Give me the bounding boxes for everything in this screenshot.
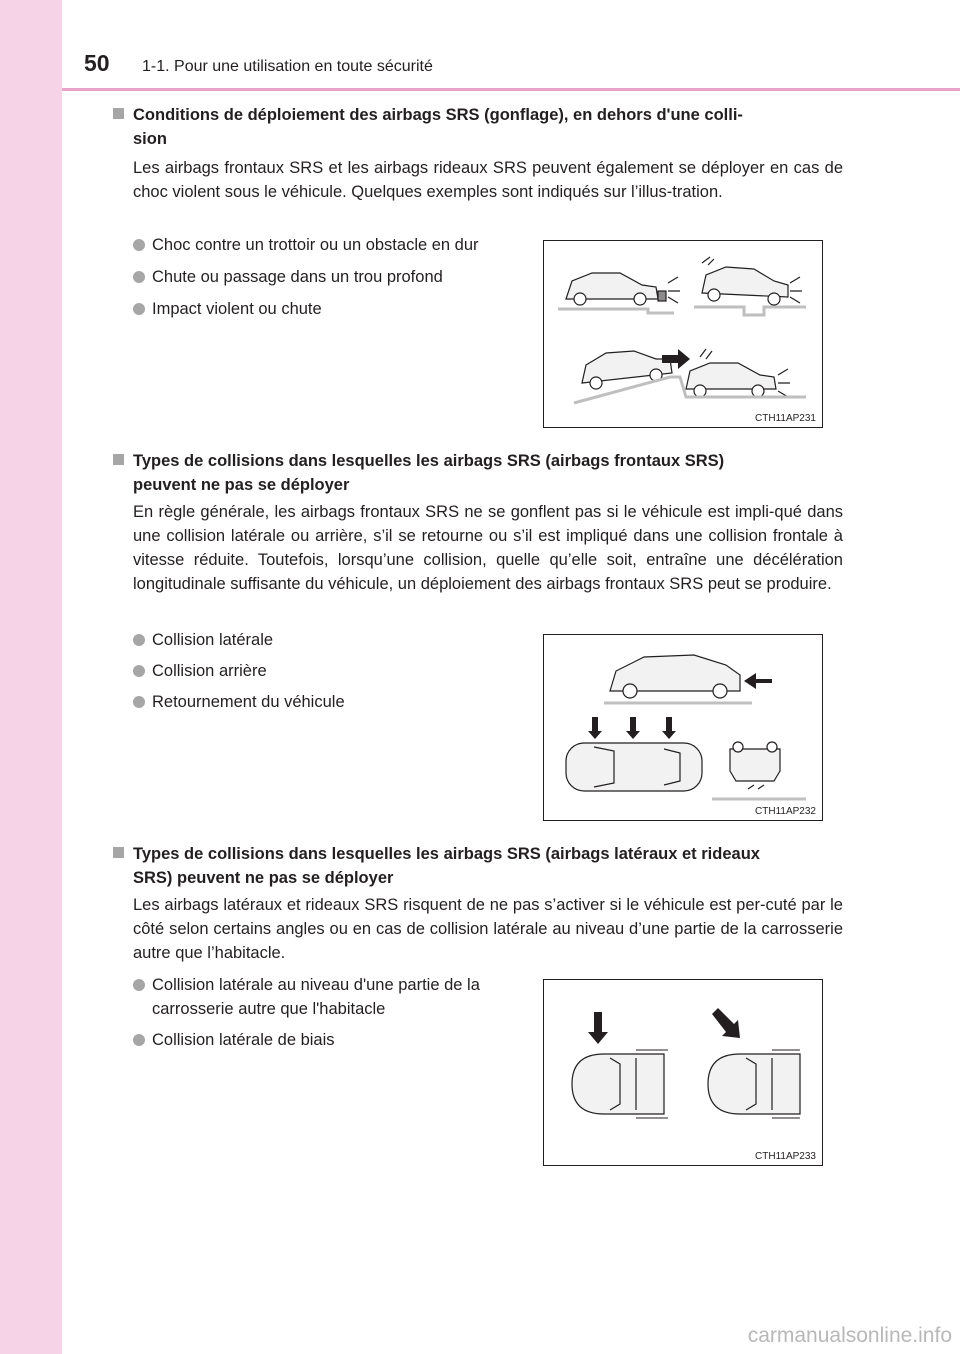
list-item: Choc contre un trottoir ou un obstacle en dur — [133, 233, 523, 257]
underbody-impact-illustration — [544, 241, 822, 427]
bullet-dot-icon — [133, 696, 145, 708]
section-paragraph-side-airbags: Les airbags latéraux et rideaux SRS risquent de ne pas s’activer si le véhicule est per-cuté par le côté selon certains angles ou en cas de collision latérale au niveau d’une partie de la carrosserie autre que l’habitacle. — [133, 896, 843, 962]
figure-side-collisions — [543, 979, 823, 1166]
watermark: carmanualsonline.info — [747, 1324, 952, 1347]
figure-underbody-impact — [543, 240, 823, 428]
chapter-title: 1-1. Pour une utilisation en toute sécurité — [142, 58, 433, 75]
list-item: Collision latérale de biais — [133, 1028, 523, 1052]
bullet-dot-icon — [133, 1034, 145, 1046]
bullet-dot-icon — [133, 634, 145, 646]
list-item: Collision latérale — [133, 628, 523, 652]
bullet-dot-icon — [133, 665, 145, 677]
figure-code: CTH11AP232 — [755, 806, 816, 817]
header-divider — [62, 88, 960, 91]
bullet-dot-icon — [133, 271, 145, 283]
bullet-dot-icon — [133, 303, 145, 315]
bullet-dot-icon — [133, 979, 145, 991]
figure-code: CTH11AP231 — [755, 413, 816, 424]
list-item: Collision arrière — [133, 659, 523, 683]
non-frontal-collisions-illustration — [544, 635, 822, 820]
side-collisions-illustration — [544, 980, 822, 1165]
section-paragraph-deployment: Les airbags frontaux SRS et les airbags rideaux SRS peuvent également se déployer en cas de choc violent sous le véhicule. Quelques exemples sont indiqués sur l’illus-tration. — [133, 159, 843, 201]
section-heading-side-airbags: Types de collisions dans lesquelles les airbags SRS (airbags latéraux et rideaux SRS) peuvent ne pas se déployer — [113, 842, 848, 890]
list-item: Retournement du véhicule — [133, 690, 523, 714]
square-bullet-icon — [113, 454, 124, 465]
page-number: 50 — [84, 50, 110, 76]
side-margin-band — [0, 0, 62, 1354]
section-heading-deployment: Conditions de déploiement des airbags SRS (gonflage), en dehors d'une colli- sion — [113, 103, 848, 151]
section-heading-front-airbags: Types de collisions dans lesquelles les airbags SRS (airbags frontaux SRS) peuvent ne pas se déployer — [113, 449, 848, 497]
square-bullet-icon — [113, 108, 124, 119]
figure-code: CTH11AP233 — [755, 1151, 816, 1162]
figure-non-frontal-collisions — [543, 634, 823, 821]
section-paragraph-front-airbags: En règle générale, les airbags frontaux SRS ne se gonflent pas si le véhicule est impli-qué dans une collision latérale ou arrière, s’il se retourne ou s’il est impliqué dans une collision frontale à vitesse réduite. Toutefois, lorsqu’une collision, quelle qu’elle soit, entraîne une décélération longitudinale suffisante du véhicule, un déploiement des airbags frontaux SRS peut se produire. — [133, 503, 843, 593]
list-item: Collision latérale au niveau d'une partie de la carrosserie autre que l'habitacle — [133, 973, 523, 1021]
square-bullet-icon — [113, 847, 124, 858]
list-item: Chute ou passage dans un trou profond — [133, 265, 523, 289]
list-item: Impact violent ou chute — [133, 297, 523, 321]
bullet-dot-icon — [133, 239, 145, 251]
